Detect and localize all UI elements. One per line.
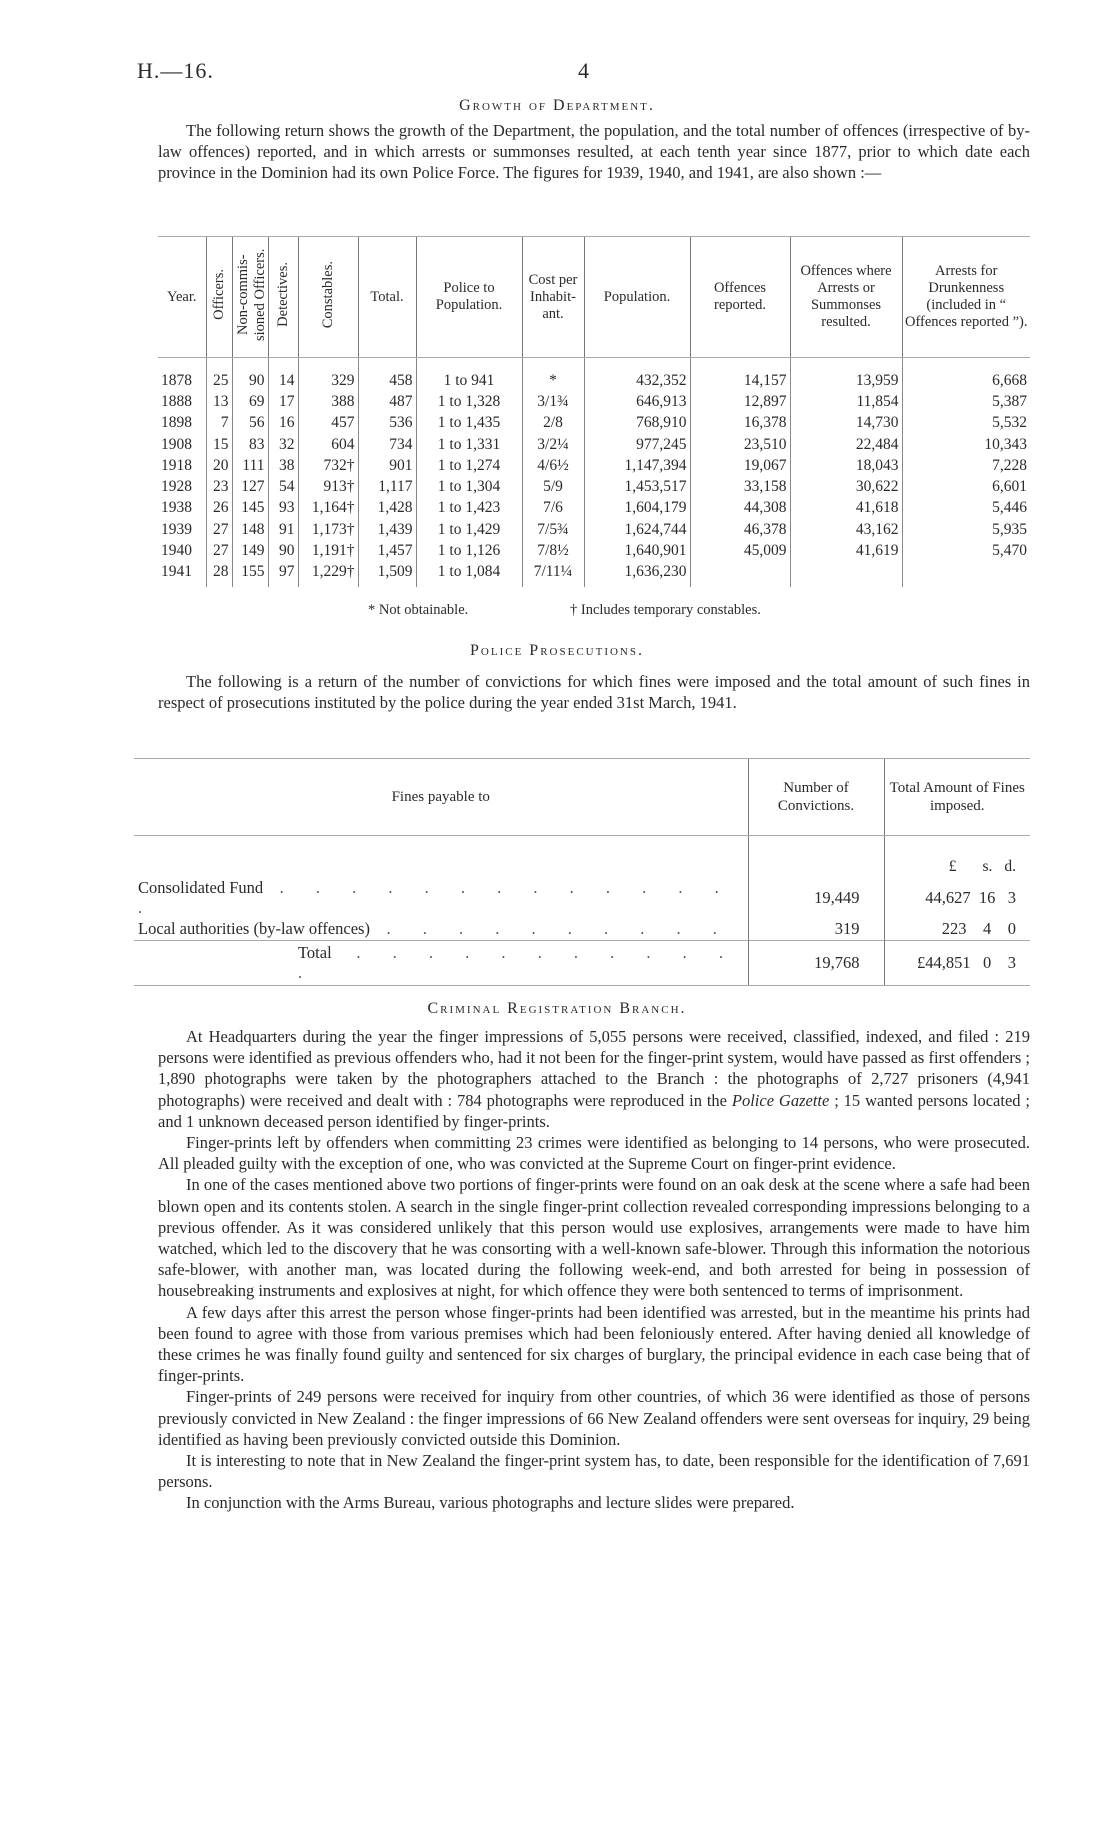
cell-population: 1,604,179 — [584, 498, 690, 519]
col-detectives: Detectives. — [268, 237, 298, 358]
prosecutions-heading: Police Prosecutions. — [470, 642, 644, 659]
cell-drunkenness: 7,228 — [902, 455, 1030, 476]
col-cost-per-inhabitant: Cost per Inhabit-ant. — [522, 237, 584, 358]
note-temporary-constables: † Includes temporary constables. — [570, 602, 761, 618]
cell-police-to-population: 1 to 1,084 — [416, 562, 522, 587]
cell-cost-per-inhabitant: 7/5¾ — [522, 519, 584, 540]
money-units: £ s. d. — [884, 836, 1030, 879]
fines-unit-row — [134, 836, 1030, 879]
cell-arrests-summonses: 13,959 — [790, 358, 902, 392]
fines-row: Consolidated Fund . . . . . . . . . . . . . . 19,449 44,627 16 3 — [134, 878, 1030, 918]
cell-nco: 127 — [232, 476, 268, 497]
cell-offences-reported — [690, 562, 790, 587]
cell-total: 1,428 — [358, 498, 416, 519]
cell-population: 768,910 — [584, 413, 690, 434]
cell-drunkenness: 10,343 — [902, 434, 1030, 455]
cell-population: 1,147,394 — [584, 455, 690, 476]
cell-detectives: 90 — [268, 540, 298, 561]
col-offences-reported: Offences reported. — [690, 237, 790, 358]
cell-cost-per-inhabitant: * — [522, 358, 584, 392]
cell-arrests-summonses: 30,622 — [790, 476, 902, 497]
cell-constables: 1,191† — [298, 540, 358, 561]
cell-nco: 145 — [232, 498, 268, 519]
col-population: Population. — [584, 237, 690, 358]
cell-total: 536 — [358, 413, 416, 434]
cell-constables: 388 — [298, 391, 358, 412]
growth-row — [158, 391, 1030, 412]
cell-detectives: 14 — [268, 358, 298, 392]
cell-nco: 90 — [232, 358, 268, 392]
cell-police-to-population: 1 to 1,304 — [416, 476, 522, 497]
cell-cost-per-inhabitant: 7/11¼ — [522, 562, 584, 587]
page-number: 4 — [578, 58, 590, 83]
fines-row-convictions: 319 — [748, 918, 884, 941]
cell-arrests-summonses: 18,043 — [790, 455, 902, 476]
cell-nco: 83 — [232, 434, 268, 455]
growth-intro-text: The following return shows the growth of the Department, the population, and the total number of offences (irrespective of by-law offences) reported, and in which arrests or summonses resulted, at each tenth year since 1877, prior to which date each province in the Dominion had its own Police Force. The figures for 1939, 1940, and 1941, are also shown :— — [158, 121, 1030, 183]
cell-year: 1939 — [161, 520, 192, 538]
cell-constables: 1,173† — [298, 519, 358, 540]
cell-population: 1,453,517 — [584, 476, 690, 497]
cell-population: 646,913 — [584, 391, 690, 412]
registration-paragraph: In one of the cases mentioned above two portions of finger-prints were found on an oak desk at the scene where a safe had been blown open and its contents stolen. A search in the single finger-print collection revealed corresponding impressions belonging to a previous offender. As it was considered unlikely that this person would use explosives, arrangements were made to have him watched, which led to the discovery that he was consorting with a well-known safe-blower. Through this information the notorious safe-blower, with another man, was located during the following week-end, and both arrested for being in possession of housebreaking instruments and explosives at night, for which offence they were both sentenced to terms of imprisonment. — [158, 1175, 1030, 1301]
fines-row-amount: 223 4 0 — [884, 918, 1030, 941]
cell-year: 1940 — [161, 542, 192, 560]
cell-year: 1908 — [161, 435, 192, 453]
col-drunkenness: Arrests for Drunkenness (included in “ Offences reported ”). — [902, 237, 1030, 358]
cell-offences-reported: 33,158 — [690, 476, 790, 497]
cell-constables: 604 — [298, 434, 358, 455]
growth-row — [158, 455, 1030, 476]
cell-nco: 56 — [232, 413, 268, 434]
registration-body — [158, 1026, 1030, 1514]
growth-row — [158, 540, 1030, 561]
registration-paragraph: A few days after this arrest the person whose finger-prints had been identified was arrested, but in the meantime his prints had been found to agree with those from various premises which had been feloniously entered. After having denied all knowledge of these crimes he was finally found guilty and sentenced for six charges of burglary, the principal evidence in each case being that of finger-prints. — [158, 1302, 1030, 1386]
growth-heading: Growth of Department. — [459, 97, 655, 114]
col-nco: Non-commis-sioned Officers. — [232, 237, 268, 358]
cell-police-to-population: 1 to 1,435 — [416, 413, 522, 434]
registration-paragraph: It is interesting to note that in New Zealand the finger-print system has, to date, been responsible for the identification of 7,691 persons. — [158, 1451, 1030, 1492]
cell-drunkenness: 6,601 — [902, 476, 1030, 497]
cell-total: 1,117 — [358, 476, 416, 497]
cell-police-to-population: 1 to 1,328 — [416, 391, 522, 412]
cell-officers: 28 — [206, 562, 232, 587]
cell-officers: 20 — [206, 455, 232, 476]
cell-population: 1,636,230 — [584, 562, 690, 587]
cell-officers: 26 — [206, 498, 232, 519]
cell-detectives: 93 — [268, 498, 298, 519]
cell-year: 1928 — [161, 478, 192, 496]
cell-officers: 7 — [206, 413, 232, 434]
cell-offences-reported: 45,009 — [690, 540, 790, 561]
cell-arrests-summonses — [790, 562, 902, 587]
growth-table-body — [158, 358, 1030, 587]
cell-constables: 1,229† — [298, 562, 358, 587]
cell-total: 458 — [358, 358, 416, 392]
cell-drunkenness: 5,446 — [902, 498, 1030, 519]
cell-year: 1941 — [161, 563, 192, 581]
cell-constables: 457 — [298, 413, 358, 434]
cell-officers: 27 — [206, 540, 232, 561]
cell-police-to-population: 1 to 1,331 — [416, 434, 522, 455]
fines-total-row: Total . . . . . . . . . . . . 19,768 £44,851 0 3 — [134, 941, 1030, 986]
cell-police-to-population: 1 to 1,429 — [416, 519, 522, 540]
cell-cost-per-inhabitant: 7/8½ — [522, 540, 584, 561]
cell-offences-reported: 12,897 — [690, 391, 790, 412]
cell-offences-reported: 19,067 — [690, 455, 790, 476]
col-year: Year. — [158, 237, 206, 358]
prosecutions-intro — [158, 671, 1030, 713]
cell-total: 901 — [358, 455, 416, 476]
growth-intro — [158, 120, 1030, 184]
cell-drunkenness: 5,935 — [902, 519, 1030, 540]
cell-cost-per-inhabitant: 3/1¾ — [522, 391, 584, 412]
cell-police-to-population: 1 to 1,274 — [416, 455, 522, 476]
fines-row-convictions: 19,449 — [748, 878, 884, 918]
cell-police-to-population: 1 to 1,126 — [416, 540, 522, 561]
fines-header-row — [134, 759, 1030, 836]
cell-constables: 913† — [298, 476, 358, 497]
cell-arrests-summonses: 14,730 — [790, 413, 902, 434]
cell-nco: 111 — [232, 455, 268, 476]
cell-year: 1878 — [161, 371, 192, 389]
cell-detectives: 17 — [268, 391, 298, 412]
fines-table — [134, 758, 1030, 986]
cell-total: 1,457 — [358, 540, 416, 561]
cell-year: 1888 — [161, 392, 192, 410]
growth-row — [158, 476, 1030, 497]
cell-offences-reported: 44,308 — [690, 498, 790, 519]
cell-total: 1,439 — [358, 519, 416, 540]
cell-drunkenness: 5,387 — [902, 391, 1030, 412]
cell-cost-per-inhabitant: 4/6½ — [522, 455, 584, 476]
registration-paragraph: Finger-prints left by offenders when committing 23 crimes were identified as belonging to 14 persons, who were prosecuted. All pleaded guilty with the exception of one, who was convicted at the Supreme Court on finger-print evidence. — [158, 1133, 1030, 1174]
registration-paragraph: Finger-prints of 249 persons were received for inquiry from other countries, of which 36 were identified as those of persons previously convicted in New Zealand : the finger impressions of 66 New Zealand offenders were sent overseas for inquiry, 29 being identified as having been previously convicted outside this Dominion. — [158, 1387, 1030, 1449]
cell-year: 1918 — [161, 456, 192, 474]
page-reference: H.—16. — [137, 58, 214, 83]
cell-detectives: 97 — [268, 562, 298, 587]
col-fines-payable-to: Fines payable to — [134, 759, 748, 836]
cell-cost-per-inhabitant: 2/8 — [522, 413, 584, 434]
cell-police-to-population: 1 to 1,423 — [416, 498, 522, 519]
cell-year: 1938 — [161, 499, 192, 517]
growth-table — [158, 236, 1030, 587]
cell-arrests-summonses: 22,484 — [790, 434, 902, 455]
col-total: Total. — [358, 237, 416, 358]
cell-population: 1,624,744 — [584, 519, 690, 540]
growth-row — [158, 519, 1030, 540]
cell-arrests-summonses: 41,619 — [790, 540, 902, 561]
cell-drunkenness: 5,470 — [902, 540, 1030, 561]
cell-arrests-summonses: 43,162 — [790, 519, 902, 540]
cell-detectives: 91 — [268, 519, 298, 540]
col-number-of-convictions: Number of Convictions. — [748, 759, 884, 836]
cell-offences-reported: 14,157 — [690, 358, 790, 392]
cell-police-to-population: 1 to 941 — [416, 358, 522, 392]
growth-row — [158, 498, 1030, 519]
cell-constables: 329 — [298, 358, 358, 392]
cell-detectives: 54 — [268, 476, 298, 497]
col-officers: Officers. — [206, 237, 232, 358]
cell-nco: 148 — [232, 519, 268, 540]
cell-arrests-summonses: 11,854 — [790, 391, 902, 412]
col-arrests-summonses: Offences where Arrests or Summonses resulted. — [790, 237, 902, 358]
cell-nco: 149 — [232, 540, 268, 561]
cell-total: 487 — [358, 391, 416, 412]
fines-row: Local authorities (by-law offences) . . . . . . . . . . 319 223 4 0 — [134, 918, 1030, 941]
note-not-obtainable: * Not obtainable. — [368, 602, 469, 618]
cell-offences-reported: 16,378 — [690, 413, 790, 434]
cell-drunkenness: 6,668 — [902, 358, 1030, 392]
growth-row — [158, 562, 1030, 587]
growth-header-row — [158, 237, 1030, 358]
prosecutions-intro-text: The following is a return of the number of convictions for which fines were imposed and the total amount of such fines in respect of prosecutions instituted by the police during the year ended 31st March, 1941. — [158, 672, 1030, 713]
cell-arrests-summonses: 41,618 — [790, 498, 902, 519]
cell-offences-reported: 46,378 — [690, 519, 790, 540]
cell-detectives: 16 — [268, 413, 298, 434]
cell-cost-per-inhabitant: 5/9 — [522, 476, 584, 497]
fines-row-label: Consolidated Fund — [138, 878, 264, 897]
fines-row-label: Local authorities (by-law offences) — [138, 919, 370, 938]
fines-total-convictions: 19,768 — [748, 941, 884, 986]
col-constables: Constables. — [298, 237, 358, 358]
cell-nco: 69 — [232, 391, 268, 412]
cell-detectives: 32 — [268, 434, 298, 455]
cell-total: 1,509 — [358, 562, 416, 587]
cell-total: 734 — [358, 434, 416, 455]
cell-cost-per-inhabitant: 3/2¼ — [522, 434, 584, 455]
growth-row — [158, 358, 1030, 392]
cell-officers: 15 — [206, 434, 232, 455]
cell-officers: 25 — [206, 358, 232, 392]
registration-paragraph: At Headquarters during the year the finger impressions of 5,055 persons were received, classified, indexed, and filed : 219 persons were identified as previous offenders who, had it not been for the finger-print system, would have passed as first offenders ; 1,890 photographs were taken by the photographers attached to the Branch : the photographs of 2,727 prisoners (4,941 photographs) were received and dealt with : 784 photographs were reproduced in the Police Gazette ; 15 wanted persons located ; and 1 unknown deceased person identified by finger-prints. — [158, 1027, 1030, 1131]
cell-population: 1,640,901 — [584, 540, 690, 561]
cell-drunkenness: 5,532 — [902, 413, 1030, 434]
cell-population: 977,245 — [584, 434, 690, 455]
col-total-amount: Total Amount of Fines imposed. — [884, 759, 1030, 836]
cell-officers: 23 — [206, 476, 232, 497]
cell-officers: 27 — [206, 519, 232, 540]
fines-row-amount: 44,627 16 3 — [884, 878, 1030, 918]
cell-cost-per-inhabitant: 7/6 — [522, 498, 584, 519]
col-police-to-population: Police to Population. — [416, 237, 522, 358]
cell-constables: 1,164† — [298, 498, 358, 519]
cell-offences-reported: 23,510 — [690, 434, 790, 455]
cell-constables: 732† — [298, 455, 358, 476]
growth-row — [158, 413, 1030, 434]
fines-total-amount: £44,851 0 3 — [884, 941, 1030, 986]
cell-nco: 155 — [232, 562, 268, 587]
registration-paragraph: In conjunction with the Arms Bureau, various photographs and lecture slides were prepared. — [186, 1493, 795, 1513]
growth-row — [158, 434, 1030, 455]
cell-drunkenness — [902, 562, 1030, 587]
fines-total-label: Total — [298, 943, 332, 962]
cell-detectives: 38 — [268, 455, 298, 476]
cell-year: 1898 — [161, 414, 192, 432]
cell-population: 432,352 — [584, 358, 690, 392]
cell-officers: 13 — [206, 391, 232, 412]
registration-heading: Criminal Registration Branch. — [427, 1000, 687, 1017]
